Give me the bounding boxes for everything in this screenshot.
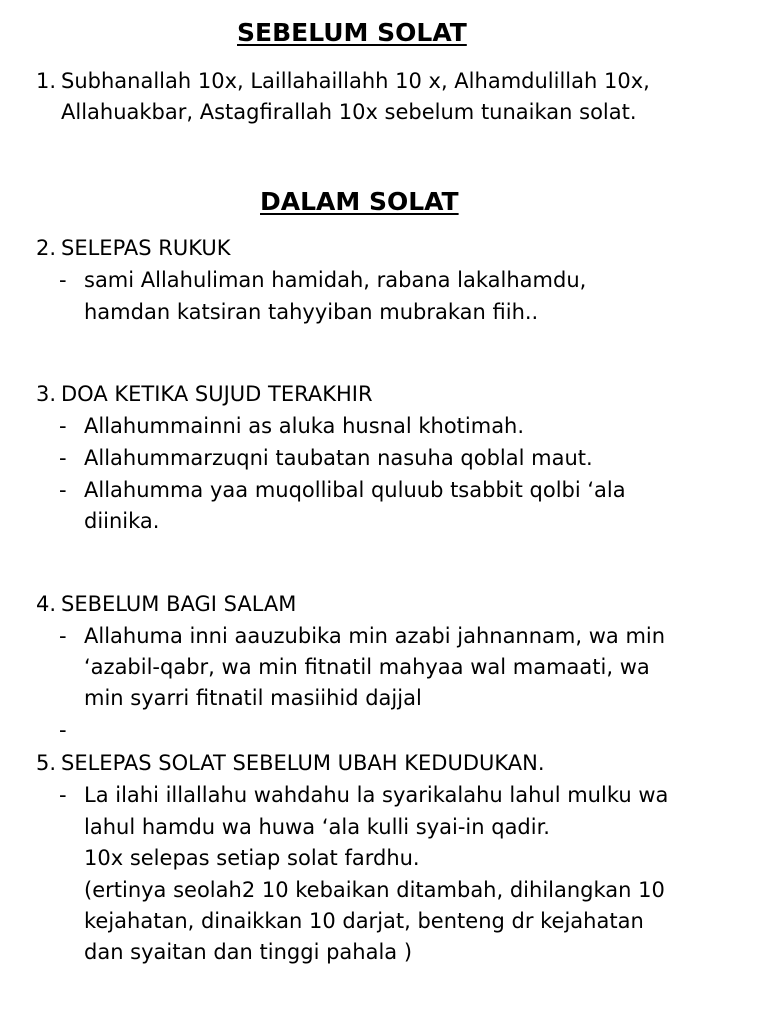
item3-number: 3. <box>36 382 57 406</box>
item5-line-1: La ilahi illallahu wahdahu la syarikalahu lahul mulku wa <box>84 783 669 807</box>
item5-line-5: kejahatan, dinaikkan 10 darjat, benteng dr kejahatan <box>84 909 644 933</box>
heading-dalam-solat: DALAM SOLAT <box>260 187 459 216</box>
item4-bullet-2: - <box>59 718 67 742</box>
heading-sebelum-solat: SEBELUM SOLAT <box>237 18 467 47</box>
item3-title: DOA KETIKA SUJUD TERAKHIR <box>61 382 373 406</box>
item5-number: 5. <box>36 751 57 775</box>
item5-line-6: dan syaitan dan tinggi pahala ) <box>84 940 413 964</box>
item5-line-2: lahul hamdu wa huwa ‘ala kulli syai-in qadir. <box>84 815 550 839</box>
item5-title: SELEPAS SOLAT SEBELUM UBAH KEDUDUKAN. <box>61 751 545 775</box>
item2-line-1: sami Allahuliman hamidah, rabana lakalhamdu, <box>84 268 587 292</box>
item3-line-4: diinika. <box>84 509 160 533</box>
item3-bullet-1: - <box>59 414 67 438</box>
item3-line-1: Allahummainni as aluka husnal khotimah. <box>84 414 525 438</box>
item4-bullet-1: - <box>59 624 67 648</box>
item3-bullet-2: - <box>59 446 67 470</box>
item2-title: SELEPAS RUKUK <box>61 236 231 260</box>
item3-line-2: Allahummarzuqni taubatan nasuha qoblal maut. <box>84 446 593 470</box>
item2-bullet: - <box>59 268 67 292</box>
item4-line-1: Allahuma inni aauzubika min azabi jahnannam, wa min <box>84 624 666 648</box>
item4-number: 4. <box>36 592 57 616</box>
item5-bullet: - <box>59 783 67 807</box>
item1-line-1: Subhanallah 10x, Laillahaillahh 10 x, Alhamdulillah 10x, <box>61 69 650 93</box>
item4-line-3: min syarri fitnatil masiihid dajjal <box>84 686 422 710</box>
item3-bullet-3: - <box>59 478 67 502</box>
item5-line-4: (ertinya seolah2 10 kebaikan ditambah, dihilangkan 10 <box>84 878 665 902</box>
item1-number: 1. <box>36 69 57 93</box>
item4-title: SEBELUM BAGI SALAM <box>61 592 297 616</box>
item4-line-2: ‘azabil-qabr, wa min fitnatil mahyaa wal mamaati, wa <box>84 655 650 679</box>
item2-line-2: hamdan katsiran tahyyiban mubrakan fiih.. <box>84 300 539 324</box>
item3-line-3: Allahumma yaa muqollibal quluub tsabbit qolbi ‘ala <box>84 478 626 502</box>
item5-line-3: 10x selepas setiap solat fardhu. <box>84 846 420 870</box>
item1-line-2: Allahuakbar, Astagfirallah 10x sebelum tunaikan solat. <box>61 100 637 124</box>
item2-number: 2. <box>36 236 57 260</box>
